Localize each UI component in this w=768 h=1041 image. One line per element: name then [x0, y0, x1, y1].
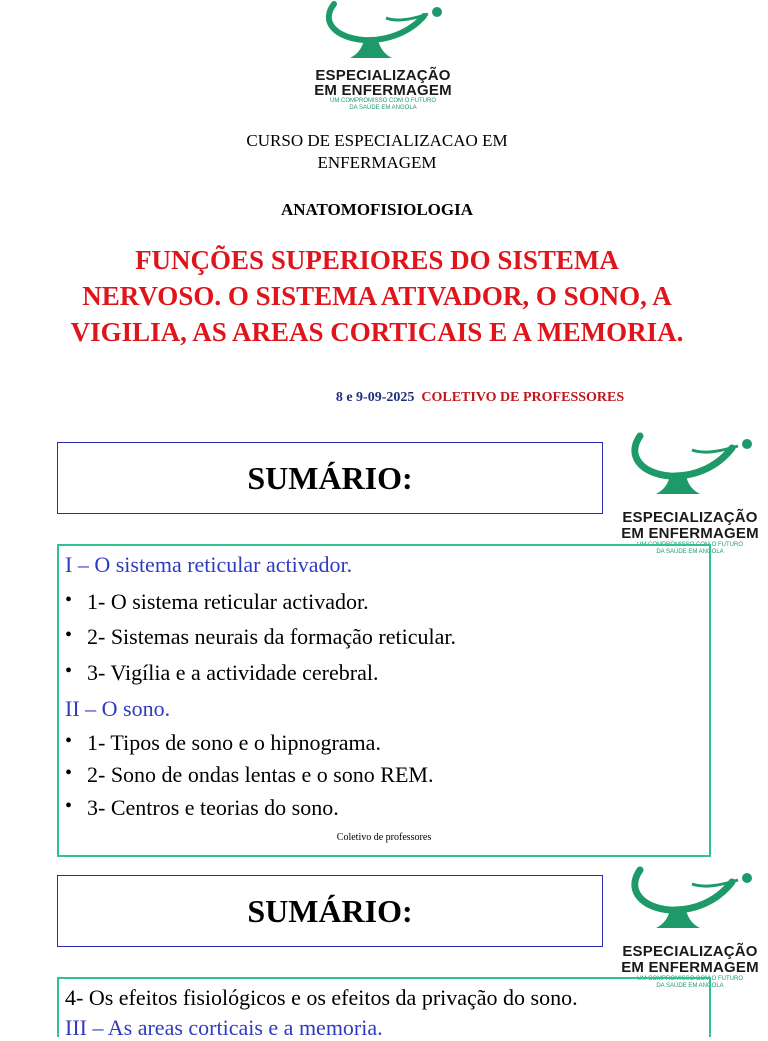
summary-heading: SUMÁRIO:	[247, 892, 413, 929]
section-heading-2: II – O sono.	[65, 696, 171, 721]
logo-line2: EM ENFERMAGEM	[621, 959, 759, 976]
title-line1: FUNÇÕES SUPERIORES DO SISTEMA	[135, 245, 619, 275]
caduceus-cup-icon	[300, 0, 466, 62]
course-line1: CURSO DE ESPECIALIZACAO EM	[246, 131, 508, 150]
summary-list-box-2	[57, 977, 711, 1040]
course-line2: ENFERMAGEM	[317, 153, 437, 172]
list-item: 4- Os efeitos fisiológicos e os efeitos da privação do sono.	[65, 985, 578, 1010]
logo-tagline2: DA SAÚDE EM ANGOLA	[349, 104, 417, 111]
bullet-icon: •	[65, 624, 73, 646]
logo-top	[300, 0, 466, 111]
title-line3: VIGILIA, AS AREAS CORTICAIS E A MEMORIA.	[70, 317, 684, 347]
date-text: 8 e 9-09-2025	[335, 390, 415, 405]
course-name	[0, 130, 754, 174]
logo-tagline1: UM COMPROMISSO COM O FUTURO	[637, 976, 743, 982]
logo-tagline2: DA SAÚDE EM ANGOLA	[656, 982, 724, 989]
list-item: • 3- Centros e teorias do sono.	[65, 795, 339, 820]
logo-line1: ESPECIALIZAÇÃO	[315, 67, 451, 84]
subject-heading: ANATOMOFISIOLOGIA	[280, 200, 474, 219]
logo-slide2	[610, 864, 768, 989]
logo-line2: EM ENFERMAGEM	[621, 525, 759, 542]
caduceus-cup-icon	[610, 864, 768, 932]
list-item: • 2- Sistemas neurais da formação reticular.	[65, 624, 456, 649]
logo-line1: ESPECIALIZAÇÃO	[622, 943, 758, 960]
list-item: • 3- Vigília e a actividade cerebral.	[65, 660, 379, 685]
slide-footer: Coletivo de professores	[336, 832, 432, 843]
logo-line1: ESPECIALIZAÇÃO	[622, 509, 758, 526]
title-line2: NERVOSO. O SISTEMA ATIVADOR, O SONO, A	[82, 281, 672, 311]
bullet-icon: •	[65, 762, 73, 784]
cover-title	[20, 242, 734, 350]
bullet-icon: •	[65, 795, 73, 817]
logo-tagline1: UM COMPROMISSO COM O FUTURO	[330, 98, 436, 104]
caduceus-cup-icon	[610, 430, 768, 498]
logo-tagline1: UM COMPROMISSO COM O FUTURO	[637, 542, 743, 548]
summary-list-box-1	[57, 544, 711, 857]
bullet-icon: •	[65, 730, 73, 752]
logo-slide1	[610, 430, 768, 555]
summary-heading-box-1	[57, 442, 603, 514]
bullet-icon: •	[65, 589, 73, 611]
summary-heading-box-2	[57, 875, 603, 947]
date-authors-line	[0, 390, 768, 406]
summary-heading: SUMÁRIO:	[247, 459, 413, 496]
list-item: • 2- Sono de ondas lentas e o sono REM.	[65, 762, 434, 787]
section-heading-1: I – O sistema reticular activador.	[65, 552, 353, 577]
section-heading-3: III – As areas corticais e a memoria.	[65, 1015, 383, 1040]
authors-text: COLETIVO DE PROFESSORES	[421, 390, 625, 405]
logo-tagline2: DA SAÚDE EM ANGOLA	[656, 548, 724, 555]
list-item: • 1- Tipos de sono e o hipnograma.	[65, 730, 381, 755]
bullet-icon: •	[65, 660, 73, 682]
list-item: • 1- O sistema reticular activador.	[65, 589, 369, 614]
logo-line2: EM ENFERMAGEM	[314, 82, 452, 99]
